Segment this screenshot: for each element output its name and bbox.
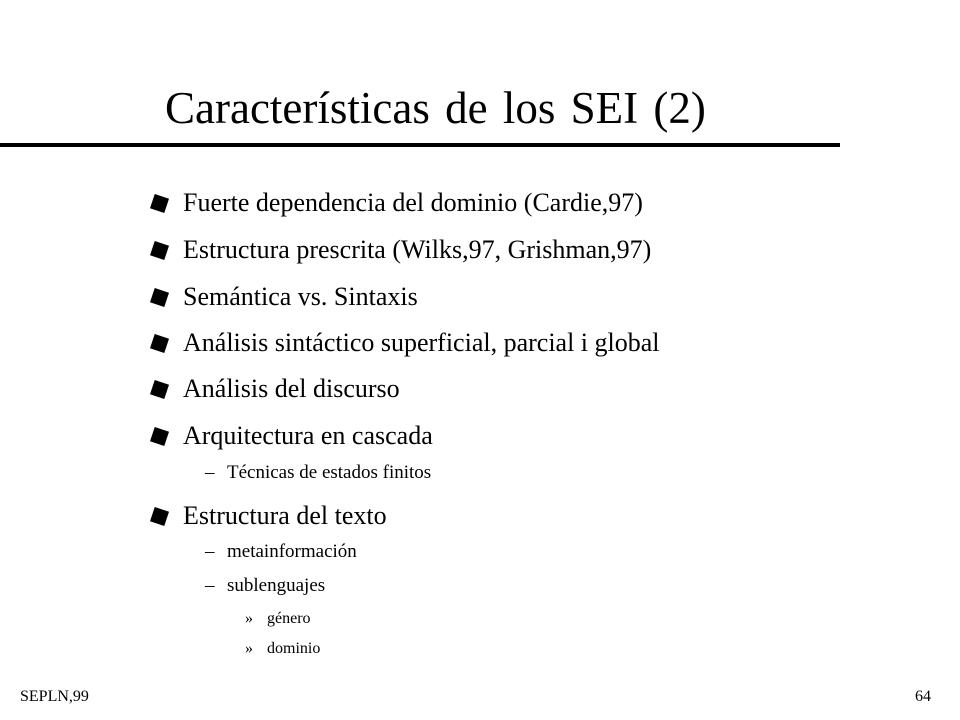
- diamond-bullet-icon: [150, 334, 169, 353]
- bullet-item-label: Análisis del discurso: [183, 374, 400, 403]
- diamond-bullet-icon: [150, 507, 169, 526]
- bullet-item-label: Estructura del texto: [183, 501, 387, 530]
- title-underline: [0, 143, 840, 147]
- bullet-item-label: Arquitectura en cascada: [183, 421, 433, 450]
- dash-bullet-marker: –: [205, 462, 215, 483]
- slide-title: Características de los SEI (2): [165, 83, 706, 133]
- bullet-item-label: Análisis sintáctico superficial, parcial i global: [183, 328, 660, 357]
- bullet-item-label: Estructura prescrita (Wilks,97, Grishman,97): [183, 235, 652, 264]
- sub-bullet-item-label: sublenguajes: [227, 575, 326, 596]
- page-number: 64: [915, 688, 931, 705]
- bullet-item-label: Semántica vs. Sintaxis: [183, 282, 418, 311]
- dash-bullet-marker: –: [205, 541, 215, 562]
- bullet-item-label: Fuerte dependencia del dominio (Cardie,97): [183, 188, 643, 217]
- sub-bullet-item-label: metainformación: [227, 541, 357, 562]
- chevron-bullet-marker: »: [245, 640, 253, 657]
- footer-source: SEPLN,99: [20, 688, 89, 705]
- sub-sub-bullet-item-label: dominio: [267, 640, 321, 657]
- dash-bullet-marker: –: [205, 575, 215, 596]
- diamond-bullet-icon: [150, 241, 169, 260]
- diamond-bullet-icon: [150, 194, 169, 213]
- sub-sub-bullet-item-label: género: [267, 610, 311, 627]
- diamond-bullet-icon: [150, 288, 169, 307]
- diamond-bullet-icon: [150, 427, 169, 446]
- chevron-bullet-marker: »: [245, 610, 253, 627]
- diamond-bullet-icon: [150, 380, 169, 399]
- sub-bullet-item-label: Técnicas de estados finitos: [227, 462, 432, 483]
